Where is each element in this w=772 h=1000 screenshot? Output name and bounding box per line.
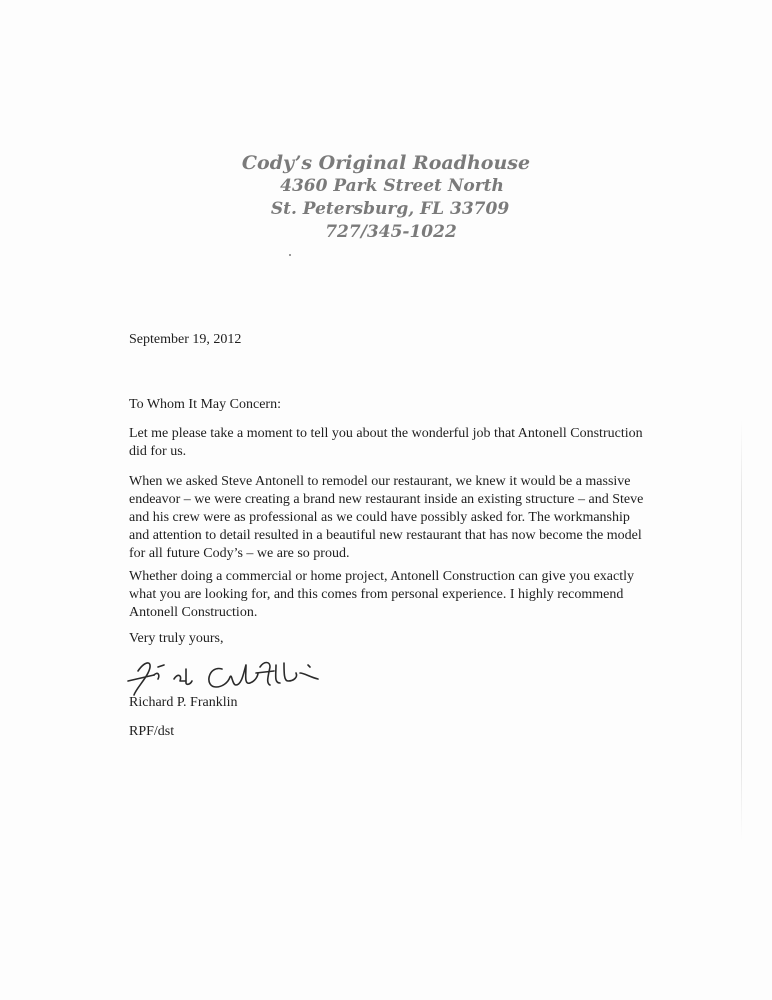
paragraph-text: When we asked Steve Antonell to remodel our restaurant, we knew it would be a massive endeavor – we were creating a brand new restaurant inside an existing structure – and Steve and his crew were as professional as we could have possibly asked for. The workmanship and attention to detail resulted in a beautiful new restaurant that has now become the model for all future Cody’s – we are so proud. [129, 474, 644, 561]
letter-date: September 19, 2012 [129, 332, 242, 347]
letterhead-city: St. Petersburg, FL 33709 [270, 199, 510, 219]
letter-closing: Very truly yours, [129, 631, 224, 646]
letter-salutation: To Whom It May Concern: [129, 397, 281, 412]
signer-name: Richard P. Franklin [129, 695, 238, 710]
paragraph-text: Whether doing a commercial or home project, Antonell Construction can give you exactly what you are looking for, and this comes from personal experience. I highly recommend Antonell Construction. [129, 569, 635, 620]
letter-paragraph-2 [129, 473, 649, 563]
letter-paragraph-3 [129, 568, 649, 622]
letterhead [0, 152, 772, 244]
letterhead-company-name: Cody’s Original Roadhouse [241, 152, 531, 174]
scan-speck [289, 254, 291, 256]
letter-paragraph-1 [129, 425, 649, 461]
letterhead-phone: 727/345-1022 [325, 222, 457, 242]
letterhead-street: 4360 Park Street North [280, 176, 504, 196]
scan-edge-line [741, 420, 742, 840]
paragraph-text: Let me please take a moment to tell you about the wonderful job that Antonell Construction did for us. [129, 426, 643, 459]
typist-initials: RPF/dst [129, 724, 175, 739]
